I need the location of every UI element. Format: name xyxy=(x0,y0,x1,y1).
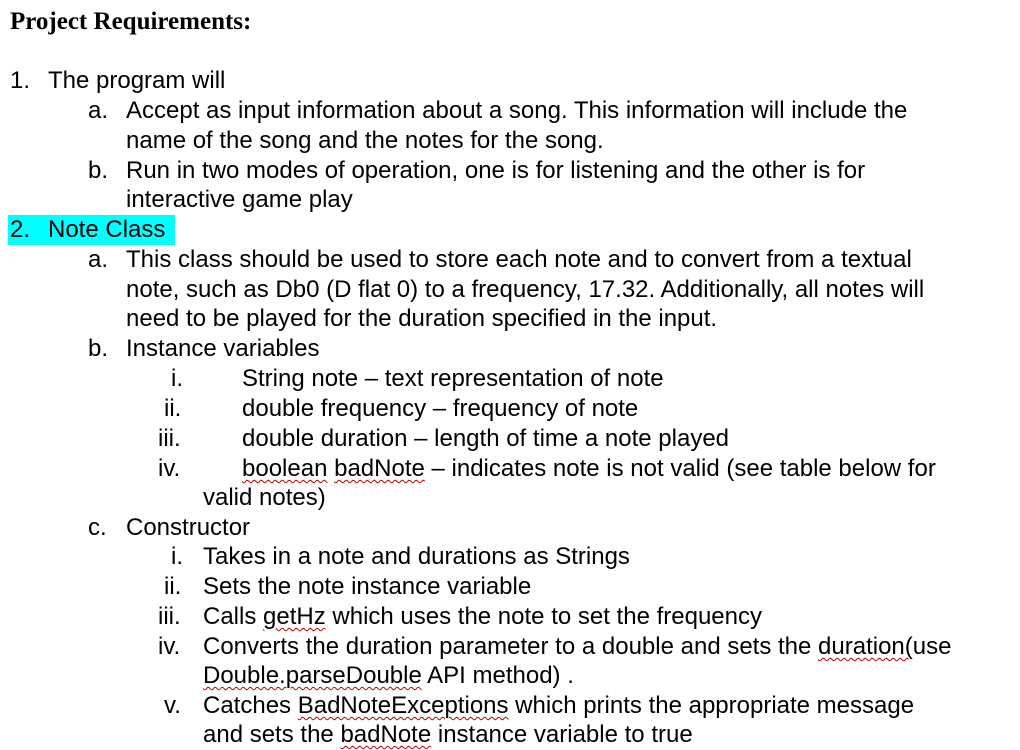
item-1a-line1: Accept as input information about a song. This information will include the xyxy=(126,97,908,124)
item-2-number: 2. xyxy=(10,216,31,243)
item-2c-iv-number: iv. xyxy=(158,633,181,660)
item-2c-iv-line1 xyxy=(203,632,951,662)
item-2b-i-number: i. xyxy=(171,365,183,392)
item-2a-line1: This class should be used to store each note and to convert from a textual xyxy=(126,246,912,273)
item-2b-i-text: String note – text representation of note xyxy=(242,365,664,392)
item-2c-i-number: i. xyxy=(171,543,183,570)
item-2c-v-post2: instance variable to true xyxy=(431,721,693,748)
item-2c-v-line1 xyxy=(203,691,914,721)
item-1b-letter: b. xyxy=(88,157,109,184)
item-2b-iv-rest: – indicates note is not valid (see table below for xyxy=(424,455,936,482)
item-2c-letter: c. xyxy=(88,514,107,541)
item-1b-line2: interactive game play xyxy=(126,186,353,213)
item-1a-line2: name of the song and the notes for the song. xyxy=(126,127,604,154)
item-2b-iv-line1 xyxy=(242,454,936,484)
item-2c-text: Constructor xyxy=(126,514,251,541)
item-2b-iii-number: iii. xyxy=(158,425,181,452)
page-title: Project Requirements: xyxy=(10,8,252,35)
item-2c-v-line2 xyxy=(203,720,693,750)
spell-flag-parsedouble: Double.parseDouble xyxy=(203,662,422,689)
item-2b-iv-number: iv. xyxy=(158,455,181,482)
item-2b-iv-line2: valid notes) xyxy=(203,484,326,511)
item-2c-v-pre2: and sets the xyxy=(203,721,341,748)
spell-flag-badnote-2: badNote xyxy=(340,721,432,748)
item-2c-v-number: v. xyxy=(164,692,181,719)
item-1-text: The program will xyxy=(48,67,226,94)
spell-flag-badnote: badNote xyxy=(334,455,425,482)
item-2c-iii-pre: Calls xyxy=(203,603,264,630)
item-2c-i-text: Takes in a note and durations as Strings xyxy=(203,543,630,570)
item-2c-iii-text xyxy=(203,602,762,632)
item-2b-text: Instance variables xyxy=(126,335,320,362)
item-1b-line1: Run in two modes of operation, one is for listening and the other is for xyxy=(126,157,866,184)
item-2a-line3: need to be played for the duration specified in the input. xyxy=(126,305,718,332)
item-2c-iv-post2: API method) . xyxy=(421,662,574,689)
spell-flag-badnoteexceptions: BadNoteExceptions xyxy=(297,692,509,719)
item-2b-ii-text: double frequency – frequency of note xyxy=(242,395,639,422)
item-2-text: Note Class xyxy=(48,216,166,243)
item-2b-ii-number: ii. xyxy=(164,395,182,422)
item-2b-letter: b. xyxy=(88,335,109,362)
item-2-heading xyxy=(8,215,175,245)
item-2c-iv-post: use xyxy=(912,633,952,660)
item-2c-v-post: which prints the appropriate message xyxy=(508,692,915,719)
spell-flag-gethz: getHz xyxy=(263,603,326,630)
item-2c-iii-post: which uses the note to set the frequency xyxy=(325,603,762,630)
spell-flag-boolean: boolean xyxy=(242,455,328,482)
item-2a-line2: note, such as Db0 (D flat 0) to a frequency, 17.32. Additionally, all notes will xyxy=(126,276,925,303)
item-2c-v-pre: Catches xyxy=(203,692,298,719)
item-2c-ii-number: ii. xyxy=(164,573,182,600)
item-2a-letter: a. xyxy=(88,246,109,273)
item-1-number: 1. xyxy=(10,67,31,94)
item-2b-iii-text: double duration – length of time a note played xyxy=(242,425,730,452)
item-1a-letter: a. xyxy=(88,97,109,124)
spell-flag-duration: duration( xyxy=(818,633,913,660)
item-2c-ii-text: Sets the note instance variable xyxy=(203,573,532,600)
item-2c-iii-number: iii. xyxy=(158,603,181,630)
item-2c-iv-pre: Converts the duration parameter to a double and sets the xyxy=(203,633,819,660)
item-2c-iv-line2 xyxy=(203,661,574,691)
